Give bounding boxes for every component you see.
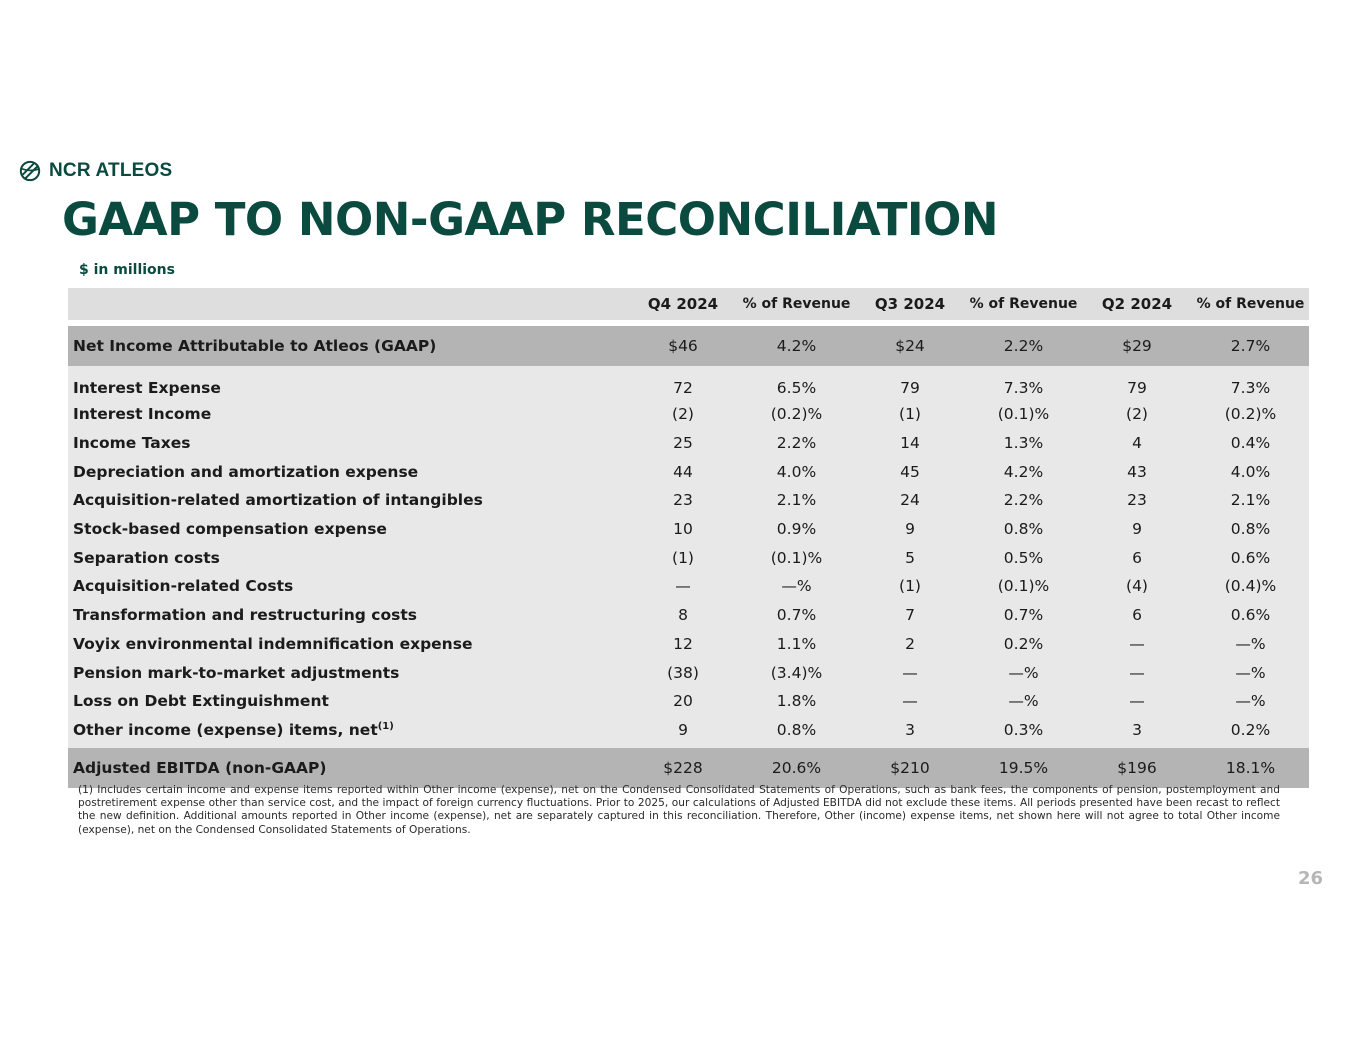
cell-q2: 4 [1082,429,1192,458]
brand-logo [19,158,172,184]
cell-q4: 25 [628,429,738,458]
cell-q4-pct: 2.1% [738,486,855,515]
cell-q3: 14 [855,429,965,458]
cell-q4-pct: 1.8% [738,687,855,716]
cell-q3: — [855,687,965,716]
table-header-row [68,288,1309,320]
table-body [68,320,1309,366]
row-label [68,543,628,572]
header-q4-pct-revenue: % of Revenue [738,288,855,320]
cell-q3: 9 [855,515,965,544]
row-label-text: Interest Income [73,405,212,424]
header-q4-2024: Q4 2024 [628,288,738,320]
row-label [68,457,628,486]
row-label [68,486,628,515]
row-label [68,429,628,458]
table-row [68,716,1309,749]
cell-q4-pct: 2.2% [738,429,855,458]
cell-q2-pct: —% [1192,687,1309,716]
cell-q2-pct: 0.6% [1192,543,1309,572]
cell-q3: 5 [855,543,965,572]
cell-q3-pct: 7.3% [965,366,1082,400]
cell-q2-pct: 0.4% [1192,429,1309,458]
cell-q2: 3 [1082,716,1192,749]
cell-q3-pct: (0.1)% [965,400,1082,429]
cell-q3-pct: 0.3% [965,716,1082,749]
row-label-text: Voyix environmental indemnification expense [73,634,473,653]
cell-q2-pct: (0.4)% [1192,572,1309,601]
cell-q3-pct: 0.2% [965,630,1082,659]
row-label [68,687,628,716]
cell-q2: 23 [1082,486,1192,515]
cell-q4-pct: (0.1)% [738,543,855,572]
row-label-text: Acquisition-related amortization of intangibles [73,491,483,510]
cell-q4: 10 [628,515,738,544]
table-row [68,429,1309,458]
cell-q3-pct: 2.2% [965,326,1082,366]
cell-q3: 2 [855,630,965,659]
header-label [68,288,628,320]
cell-q4-pct: 0.9% [738,515,855,544]
row-label [68,515,628,544]
header-q3-2024: Q3 2024 [855,288,965,320]
cell-q3-pct: 4.2% [965,457,1082,486]
row-label-text: Separation costs [73,548,220,567]
cell-q2-pct: —% [1192,630,1309,659]
cell-q2-pct: 0.6% [1192,601,1309,630]
cell-q4-pct: 20.6% [738,748,855,788]
cell-q4-pct: 0.7% [738,601,855,630]
cell-q2-pct: (0.2)% [1192,400,1309,429]
cell-q3-pct: —% [965,658,1082,687]
cell-q2: (4) [1082,572,1192,601]
cell-q2: $196 [1082,748,1192,788]
row-label [68,658,628,687]
cell-q3: (1) [855,400,965,429]
row-label [68,572,628,601]
cell-q4-pct: 4.2% [738,326,855,366]
cell-q2: 6 [1082,601,1192,630]
net-income-row [68,326,1309,366]
cell-q2: 6 [1082,543,1192,572]
table-row [68,366,1309,400]
cell-q4-pct: 0.8% [738,716,855,749]
header-q2-2024: Q2 2024 [1082,288,1192,320]
cell-q3-pct: 1.3% [965,429,1082,458]
cell-q4-pct: 6.5% [738,366,855,400]
row-label-text: Other income (expense) items, net [73,720,378,739]
cell-q3: $210 [855,748,965,788]
cell-q3: 24 [855,486,965,515]
cell-q4: — [628,572,738,601]
cell-q3-pct: —% [965,687,1082,716]
cell-q2: $29 [1082,326,1192,366]
cell-q2-pct: 4.0% [1192,457,1309,486]
cell-q2: 79 [1082,366,1192,400]
row-label: Net Income Attributable to Atleos (GAAP) [68,326,628,366]
cell-q4: 20 [628,687,738,716]
cell-q4: 23 [628,486,738,515]
cell-q3-pct: (0.1)% [965,572,1082,601]
cell-q4: 12 [628,630,738,659]
cell-q3: 3 [855,716,965,749]
cell-q4-pct: 4.0% [738,457,855,486]
cell-q2-pct: 2.1% [1192,486,1309,515]
cell-q3: 7 [855,601,965,630]
reconciliation-table [68,288,1309,788]
table-footer-body [68,748,1309,788]
cell-q3: $24 [855,326,965,366]
adjustment-items [68,366,1309,748]
cell-q2: 43 [1082,457,1192,486]
table-row [68,515,1309,544]
cell-q4-pct: (0.2)% [738,400,855,429]
cell-q4-pct: —% [738,572,855,601]
row-label-text: Transformation and restructuring costs [73,606,417,625]
reconciliation-table-container [68,288,1305,788]
cell-q2: — [1082,687,1192,716]
cell-q2: 9 [1082,515,1192,544]
header-q3-pct-revenue: % of Revenue [965,288,1082,320]
footnote-reference: (1) [377,720,394,732]
atleos-globe-icon [19,160,41,182]
cell-q3: 79 [855,366,965,400]
row-label [68,630,628,659]
table-row [68,543,1309,572]
row-label-text: Income Taxes [73,434,191,453]
cell-q3-pct: 0.8% [965,515,1082,544]
cell-q4: (2) [628,400,738,429]
units-label: $ in millions [79,262,175,278]
cell-q2-pct: —% [1192,658,1309,687]
brand-name: NCR ATLEOS [49,160,173,181]
cell-q2: — [1082,630,1192,659]
cell-q2-pct: 7.3% [1192,366,1309,400]
table-row [68,601,1309,630]
row-label-text: Interest Expense [73,379,221,397]
table-row [68,630,1309,659]
cell-q4: 9 [628,716,738,749]
table-row [68,658,1309,687]
header-q2-pct-revenue: % of Revenue [1192,288,1309,320]
row-label-text: Depreciation and amortization expense [73,462,419,481]
row-label-text: Acquisition-related Costs [73,577,294,596]
table-row [68,457,1309,486]
cell-q4: (38) [628,658,738,687]
cell-q3-pct: 2.2% [965,486,1082,515]
row-label [68,716,628,749]
row-label-text: Stock-based compensation expense [73,520,387,539]
cell-q2-pct: 2.7% [1192,326,1309,366]
cell-q3-pct: 19.5% [965,748,1082,788]
row-label-text: Loss on Debt Extinguishment [73,692,329,711]
cell-q4: $46 [628,326,738,366]
cell-q3: 45 [855,457,965,486]
row-label [68,366,628,400]
cell-q2-pct: 18.1% [1192,748,1309,788]
cell-q3-pct: 0.7% [965,601,1082,630]
row-label [68,601,628,630]
row-label-text: Pension mark-to-market adjustments [73,663,400,682]
cell-q4: 44 [628,457,738,486]
page-number: 26 [1297,868,1323,889]
cell-q3: — [855,658,965,687]
cell-q3: (1) [855,572,965,601]
cell-q2-pct: 0.2% [1192,716,1309,749]
cell-q4: 72 [628,366,738,400]
cell-q2: (2) [1082,400,1192,429]
cell-q4-pct: 1.1% [738,630,855,659]
cell-q4: (1) [628,543,738,572]
table-row [68,400,1309,429]
cell-q2: — [1082,658,1192,687]
cell-q4-pct: (3.4)% [738,658,855,687]
page-title: GAAP TO NON-GAAP RECONCILIATION [62,193,999,246]
cell-q2-pct: 0.8% [1192,515,1309,544]
row-label [68,400,628,429]
cell-q3-pct: 0.5% [965,543,1082,572]
cell-q4: 8 [628,601,738,630]
footnote: (1) Includes certain income and expense items reported within Other income (expense), net on the Condensed Consolidated Statements of Operations, such as bank fees, the components of pension, postemployment and postretirement expense other than service cost, and the impact of foreign currency fluctuations. Prior to 2025, our calculations of Adjusted EBITDA did not exclude these items. All periods presented have been recast to reflect the new definition. Additional amounts reported in Other income (expense), net are separately captured in this reconciliation. Therefore, Other (income) expense items, net shown here will not agree to total Other income (expense), net on the Condensed Consolidated Statements of Operations. [78,784,1280,836]
cell-q4: $228 [628,748,738,788]
row-label: Adjusted EBITDA (non-GAAP) [68,748,628,788]
table-row [68,486,1309,515]
adjusted-ebitda-row [68,748,1309,788]
table-row [68,687,1309,716]
table-row [68,572,1309,601]
